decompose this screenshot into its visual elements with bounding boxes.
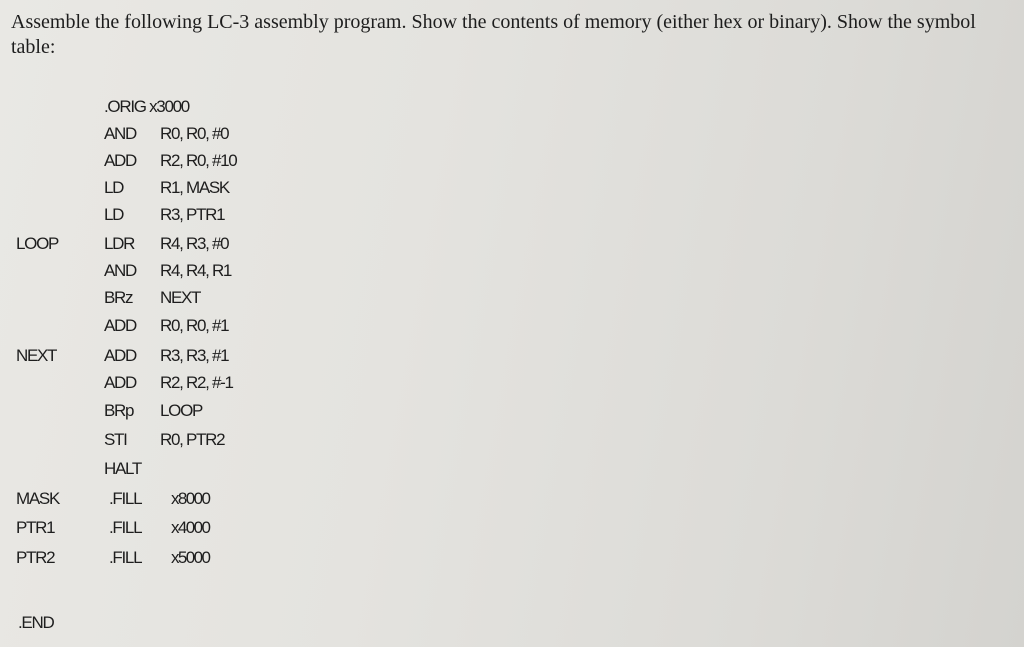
code-line: [0, 203, 400, 227]
line-opcode: BRp: [104, 401, 134, 420]
line-operands: R0, R0, #0: [160, 124, 229, 143]
code-line: [0, 399, 400, 423]
line-opcode: ADD: [104, 316, 136, 335]
line-operands: R0, R0, #1: [160, 316, 229, 335]
line-opcode: .FILL: [109, 548, 142, 567]
line-operands: R3, PTR1: [160, 205, 225, 224]
orig-directive-line: [0, 95, 400, 119]
code-line: [0, 176, 400, 200]
line-label: MASK: [16, 489, 59, 508]
code-line: [0, 546, 400, 570]
line-label: PTR1: [16, 518, 55, 537]
line-opcode: HALT: [104, 459, 141, 478]
line-operands: x5000: [171, 548, 210, 567]
line-operands: R2, R2, #-1: [160, 373, 233, 392]
line-opcode: AND: [104, 124, 136, 143]
code-line: [0, 232, 400, 256]
line-opcode: ADD: [104, 151, 136, 170]
line-operands: LOOP: [160, 401, 203, 420]
line-opcode: ADD: [104, 373, 136, 392]
line-opcode: LD: [104, 178, 124, 197]
line-opcode: LDR: [104, 234, 135, 253]
line-label: NEXT: [16, 346, 57, 365]
line-operands: R1, MASK: [160, 178, 229, 197]
line-operands: R4, R3, #0: [160, 234, 229, 253]
line-opcode: ADD: [104, 346, 136, 365]
orig-directive: .ORIG x3000: [104, 97, 189, 116]
line-opcode: .FILL: [109, 518, 142, 537]
code-line: [0, 149, 400, 173]
line-operands: R3, R3, #1: [160, 346, 229, 365]
line-operands: R0, PTR2: [160, 430, 225, 449]
question-text: Assemble the following LC-3 assembly program. Show the contents of memory (either hex or binary). Show the symbol table:: [11, 11, 976, 58]
code-line: [0, 286, 400, 310]
code-line: [0, 487, 400, 511]
code-line: [0, 457, 400, 481]
line-label: LOOP: [16, 234, 59, 253]
code-line: [0, 516, 400, 540]
line-opcode: .FILL: [109, 489, 142, 508]
line-label: PTR2: [16, 548, 55, 567]
line-operands: x4000: [171, 518, 210, 537]
code-line: [0, 428, 400, 452]
code-line: [0, 344, 400, 368]
line-operands: NEXT: [160, 288, 201, 307]
line-opcode: LD: [104, 205, 124, 224]
code-line: [0, 314, 400, 338]
line-opcode: BRz: [104, 288, 133, 307]
line-operands: x8000: [171, 489, 210, 508]
code-line: [0, 259, 400, 283]
line-operands: R2, R0, #10: [160, 151, 237, 170]
line-opcode: STI: [104, 430, 127, 449]
end-directive: .END: [18, 613, 54, 632]
line-operands: R4, R4, R1: [160, 261, 232, 280]
code-line: [0, 371, 400, 395]
code-line: [0, 122, 400, 146]
line-opcode: AND: [104, 261, 136, 280]
